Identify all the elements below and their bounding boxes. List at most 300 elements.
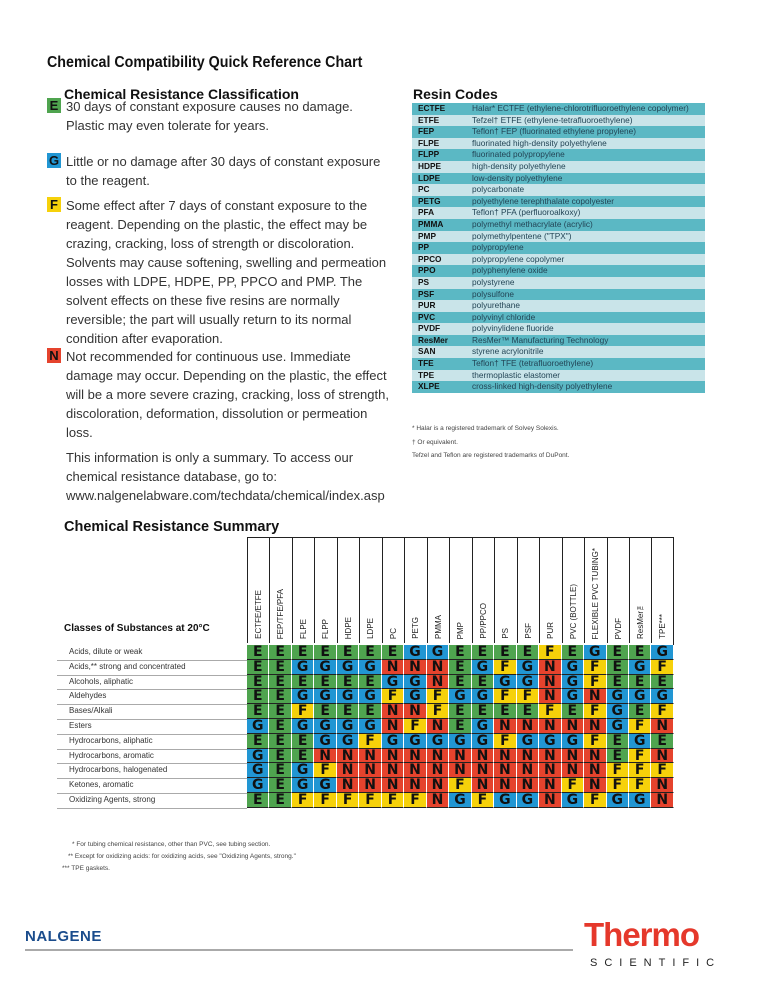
rating-cell-F: F [314, 793, 336, 808]
resin-description: fluorinated high-density polyethylene [472, 137, 607, 148]
rating-cell-N: N [382, 660, 404, 675]
resin-code: TFE [418, 358, 434, 369]
rating-cell-N: N [494, 719, 516, 734]
resin-code: PFA [418, 207, 435, 218]
resin-description: polyvinylidene fluoride [472, 323, 554, 334]
resin-code: HDPE [418, 160, 442, 171]
column-header-label: FLPP [321, 618, 331, 639]
rating-cell-E: E [247, 645, 269, 660]
resin-row [412, 231, 705, 243]
rating-cell-E: E [629, 704, 651, 719]
rating-cell-F: F [651, 763, 673, 778]
rating-cell-G: G [472, 660, 494, 675]
rating-cell-G: G [359, 689, 381, 704]
rating-cell-G: G [539, 734, 561, 749]
resin-description: cross-linked high-density polyethylene [472, 381, 613, 392]
rating-cell-E: E [269, 719, 291, 734]
footnote: ** Except for oxidizing acids: for oxidizing acids, see "Oxidizing Agents, strong." [68, 853, 296, 860]
resin-description: Halar* ECTFE (ethylene-chlorotrifluoroethylene copolymer) [472, 103, 689, 113]
rating-cell-G: G [517, 660, 539, 675]
summary-heading: Chemical Resistance Summary [64, 519, 280, 535]
rating-cell-N: N [359, 763, 381, 778]
rating-cell-E: E [651, 734, 673, 749]
rating-cell-E: E [269, 660, 291, 675]
rating-cell-G: G [607, 689, 629, 704]
rating-cell-F: F [629, 763, 651, 778]
resin-code: PETG [418, 195, 441, 206]
rating-cell-N: N [427, 675, 449, 690]
rating-cell-E: E [314, 704, 336, 719]
rating-cell-G: G [607, 704, 629, 719]
rating-cell-G: G [359, 660, 381, 675]
resin-description: polypropylene copolymer [472, 253, 565, 264]
rating-cell-N: N [382, 749, 404, 764]
classes-label: Classes of Substances at 20°C [64, 623, 210, 634]
column-header-label: PP/PPCO [478, 603, 488, 639]
rating-cell-N: N [517, 749, 539, 764]
resin-row [412, 289, 705, 301]
row-label-text: Esters [69, 721, 92, 730]
resin-description: polymethylpentene ("TPX") [472, 230, 572, 241]
rating-cell-F: F [607, 778, 629, 793]
column-header [607, 537, 631, 643]
rating-cell-N: N [404, 763, 426, 778]
rating-cell-N: N [539, 660, 561, 675]
resin-note: Tefzel and Teflon are registered trademarks of DuPont. [412, 452, 570, 459]
column-header [404, 537, 428, 643]
rating-cell-G: G [427, 645, 449, 660]
resin-code: PVC [418, 311, 436, 322]
resin-row [412, 138, 705, 150]
column-header [494, 537, 518, 643]
legend-text: Not recommended for continuous use. Immediate damage may occur. Depending on the plastic, the effect will be a more severe crazing, cracking, loss of strength, discoloration, deformation, dissolution or permeation loss. [66, 349, 389, 440]
rating-cell-G: G [607, 793, 629, 808]
rating-cell-G: G [404, 675, 426, 690]
rating-cell-E: E [247, 734, 269, 749]
column-header-label: FLPE [298, 618, 308, 639]
resin-row [412, 219, 705, 231]
legend-text: Little or no damage after 30 days of constant exposure to the reagent. [66, 154, 381, 188]
rating-cell-E: E [382, 645, 404, 660]
resin-code: FEP [418, 126, 435, 137]
rating-cell-F: F [629, 749, 651, 764]
rating-cell-E: E [449, 719, 471, 734]
rating-cell-N: N [517, 719, 539, 734]
rating-cell-E: E [247, 704, 269, 719]
rating-cell-N: N [562, 763, 584, 778]
rating-cell-F: F [382, 689, 404, 704]
resin-description: high-density polyethylene [472, 160, 566, 171]
rating-cell-F: F [584, 734, 606, 749]
rating-cell-E: E [314, 675, 336, 690]
rating-cell-F: F [292, 704, 314, 719]
rating-cell-F: F [404, 719, 426, 734]
rating-cell-E: E [449, 660, 471, 675]
resin-code: PS [418, 276, 430, 287]
column-header [517, 537, 541, 643]
rating-cell-G: G [292, 763, 314, 778]
column-header-label: ResMer™ [635, 601, 645, 639]
rating-cell-N: N [427, 719, 449, 734]
rating-cell-G: G [427, 734, 449, 749]
resin-description: fluorinated polypropylene [472, 149, 565, 160]
rating-cell-N: N [494, 763, 516, 778]
rating-cell-G: G [651, 689, 673, 704]
rating-cell-E: E [269, 675, 291, 690]
rating-cell-E: E [337, 675, 359, 690]
rating-cell-N: N [562, 749, 584, 764]
column-header-label: PMMA [433, 615, 443, 639]
column-header [382, 537, 406, 643]
rating-cell-N: N [472, 763, 494, 778]
rating-cell-G: G [517, 675, 539, 690]
footnote: *** TPE gaskets. [62, 865, 110, 872]
rating-cell-E: E [517, 645, 539, 660]
rating-cell-N: N [404, 660, 426, 675]
resin-description: polystyrene [472, 276, 515, 287]
rating-cell-N: N [382, 763, 404, 778]
rating-cell-E: E [494, 645, 516, 660]
column-header-label: FEP/TFE/PFA [276, 588, 286, 639]
resin-row [412, 370, 705, 382]
column-header [584, 537, 608, 643]
rating-cell-G: G [472, 719, 494, 734]
rating-cell-G: G [292, 660, 314, 675]
resin-code: PC [418, 184, 430, 195]
row-label-text: Aldehydes [69, 691, 107, 701]
rating-cell-N: N [427, 793, 449, 808]
rating-cell-G: G [651, 645, 673, 660]
rating-cell-G: G [292, 689, 314, 704]
rating-cell-G: G [337, 719, 359, 734]
badge-F: F [47, 197, 61, 212]
rating-cell-E: E [337, 704, 359, 719]
rating-cell-N: N [427, 778, 449, 793]
rating-cell-G: G [517, 793, 539, 808]
rating-cell-N: N [337, 763, 359, 778]
rating-cell-N: N [404, 704, 426, 719]
resin-row [412, 126, 705, 138]
rating-cell-F: F [584, 793, 606, 808]
resin-code: PUR [418, 300, 436, 311]
footer-divider [25, 949, 573, 951]
row-label [57, 793, 247, 809]
thermo-logo: Thermo [584, 916, 700, 953]
rating-cell-F: F [562, 778, 584, 793]
rating-cell-E: E [269, 645, 291, 660]
rating-cell-N: N [382, 704, 404, 719]
rating-cell-E: E [292, 734, 314, 749]
rating-cell-N: N [449, 749, 471, 764]
rating-cell-E: E [629, 645, 651, 660]
row-label [57, 749, 247, 765]
rating-cell-G: G [314, 660, 336, 675]
rating-cell-G: G [472, 734, 494, 749]
resin-code: FLPP [418, 149, 440, 160]
row-label [57, 734, 247, 750]
resin-code: PP [418, 242, 430, 253]
resin-description: polycarbonate [472, 184, 525, 195]
page-title: Chemical Compatibility Quick Reference Chart [47, 54, 363, 71]
resin-row [412, 265, 705, 277]
rating-cell-F: F [584, 704, 606, 719]
rating-cell-F: F [651, 704, 673, 719]
resin-code: PPCO [418, 253, 442, 264]
rating-cell-E: E [337, 645, 359, 660]
rating-cell-N: N [427, 660, 449, 675]
legend-item [47, 152, 392, 190]
rating-cell-E: E [247, 793, 269, 808]
rating-cell-N: N [517, 763, 539, 778]
rating-cell-G: G [404, 689, 426, 704]
rating-cell-E: E [607, 749, 629, 764]
rating-cell-N: N [651, 719, 673, 734]
resin-row [412, 312, 705, 324]
resin-code: PPO [418, 265, 436, 276]
column-header [427, 537, 451, 643]
rating-cell-F: F [337, 793, 359, 808]
rating-cell-G: G [247, 719, 269, 734]
rating-cell-E: E [472, 675, 494, 690]
rating-cell-G: G [449, 793, 471, 808]
resin-note: * Halar is a registered trademark of Solvey Solexis. [412, 425, 559, 432]
resin-note: † Or equivalent. [412, 439, 458, 446]
column-header [292, 537, 316, 643]
legend-item [47, 196, 392, 348]
rating-cell-N: N [539, 793, 561, 808]
rating-cell-N: N [539, 675, 561, 690]
summary-note: This information is only a summary. To access our chemical resistance database, go to: www.nalgenelabware.com/techdata/chemical/index.asp [66, 450, 385, 503]
rating-cell-F: F [607, 763, 629, 778]
rating-cell-G: G [314, 689, 336, 704]
rating-cell-E: E [359, 645, 381, 660]
rating-cell-G: G [562, 660, 584, 675]
resin-description: polymethyl methacrylate (acrylic) [472, 218, 593, 229]
rating-cell-N: N [404, 749, 426, 764]
rating-cell-N: N [651, 778, 673, 793]
row-label-text: Alcohols, aliphatic [69, 676, 134, 686]
rating-cell-E: E [359, 704, 381, 719]
rating-cell-G: G [314, 734, 336, 749]
rating-cell-E: E [472, 704, 494, 719]
column-header [359, 537, 383, 643]
resin-row [412, 335, 705, 347]
rating-cell-E: E [292, 749, 314, 764]
column-header [314, 537, 338, 643]
rating-cell-E: E [269, 763, 291, 778]
rating-cell-F: F [494, 689, 516, 704]
row-label [57, 660, 247, 676]
rating-cell-G: G [404, 645, 426, 660]
resin-row [412, 161, 705, 173]
rating-cell-N: N [584, 778, 606, 793]
row-label-text: Oxidizing Agents, strong [69, 795, 156, 804]
column-header [562, 537, 586, 643]
column-header-label: PMP [456, 621, 466, 639]
resin-description: thermoplastic elastomer [472, 369, 561, 380]
row-label [57, 645, 247, 661]
resin-row [412, 323, 705, 335]
rating-cell-E: E [292, 645, 314, 660]
rating-cell-E: E [247, 689, 269, 704]
resin-description: low-density polyethylene [472, 172, 563, 183]
rating-cell-G: G [629, 734, 651, 749]
rating-cell-N: N [517, 778, 539, 793]
row-label [57, 763, 247, 779]
rating-cell-E: E [449, 645, 471, 660]
rating-cell-N: N [539, 689, 561, 704]
row-label-text: Hydrocarbons, aliphatic [69, 735, 153, 745]
resin-row [412, 207, 705, 219]
resin-code: ETFE [418, 114, 440, 125]
resin-row [412, 381, 705, 393]
resin-description: Tefzel† ETFE (ethylene-tetrafluoroethylene) [472, 114, 633, 125]
resin-description: ResMer™ Manufacturing Technology [472, 334, 609, 345]
rating-cell-E: E [269, 704, 291, 719]
row-label-text: Hydrocarbons, halogenated [69, 765, 168, 775]
column-header [539, 537, 563, 643]
rating-cell-N: N [584, 719, 606, 734]
resin-code: PVDF [418, 323, 441, 334]
rating-cell-F: F [449, 778, 471, 793]
resin-row [412, 173, 705, 185]
resin-description: polyvinyl chloride [472, 311, 536, 322]
classification-heading: Chemical Resistance Classification [64, 86, 299, 102]
resin-row [412, 358, 705, 370]
rating-cell-F: F [404, 793, 426, 808]
rating-cell-G: G [584, 645, 606, 660]
resin-code: SAN [418, 346, 436, 357]
rating-cell-G: G [247, 763, 269, 778]
rating-cell-G: G [629, 793, 651, 808]
rating-cell-G: G [404, 734, 426, 749]
resin-row [412, 103, 705, 115]
rating-cell-F: F [494, 734, 516, 749]
row-label-text: Ketones, aromatic [69, 780, 134, 790]
column-header-label: PETG [411, 617, 421, 639]
rating-cell-E: E [629, 675, 651, 690]
rating-cell-F: F [517, 689, 539, 704]
column-header-label: PS [501, 628, 511, 639]
column-header [247, 537, 271, 643]
rating-cell-F: F [427, 689, 449, 704]
rating-cell-G: G [382, 675, 404, 690]
rating-cell-E: E [292, 675, 314, 690]
resin-code: XLPE [418, 381, 440, 392]
rating-cell-E: E [449, 675, 471, 690]
column-header [651, 537, 675, 643]
rating-cell-F: F [359, 734, 381, 749]
rating-cell-G: G [247, 778, 269, 793]
resin-codes-heading: Resin Codes [413, 86, 498, 102]
resin-row [412, 196, 705, 208]
rating-cell-G: G [337, 660, 359, 675]
rating-cell-E: E [517, 704, 539, 719]
rating-cell-F: F [494, 660, 516, 675]
rating-cell-E: E [269, 793, 291, 808]
rating-cell-N: N [539, 749, 561, 764]
rating-cell-G: G [314, 778, 336, 793]
resin-description: Teflon† PFA (perfluoroalkoxy) [472, 207, 581, 218]
rating-cell-N: N [427, 763, 449, 778]
rating-cell-G: G [494, 793, 516, 808]
rating-cell-N: N [337, 749, 359, 764]
rating-cell-G: G [629, 660, 651, 675]
resin-row [412, 115, 705, 127]
resin-row [412, 277, 705, 289]
column-header-label: PSF [523, 623, 533, 639]
rating-cell-F: F [629, 778, 651, 793]
rating-cell-G: G [472, 689, 494, 704]
rating-cell-N: N [651, 793, 673, 808]
resin-row [412, 184, 705, 196]
rating-cell-E: E [247, 675, 269, 690]
column-header-label: PUR [546, 622, 556, 639]
rating-cell-N: N [584, 689, 606, 704]
rating-cell-F: F [584, 675, 606, 690]
resin-code: ECTFE [418, 103, 446, 113]
rating-cell-G: G [382, 734, 404, 749]
rating-cell-F: F [472, 793, 494, 808]
rating-cell-N: N [494, 778, 516, 793]
rating-cell-E: E [562, 704, 584, 719]
row-label [57, 675, 247, 691]
resin-description: styrene acrylonitrile [472, 346, 544, 357]
resin-description: polyethylene terephthalate copolyester [472, 195, 615, 206]
rating-cell-E: E [359, 675, 381, 690]
rating-cell-G: G [494, 675, 516, 690]
row-label [57, 689, 247, 705]
rating-cell-E: E [607, 675, 629, 690]
rating-cell-N: N [427, 749, 449, 764]
rating-cell-G: G [449, 689, 471, 704]
legend-text: Some effect after 7 days of constant exposure to the reagent. Depending on the plastic, the effect may be crazing, cracking, loss of strength or discoloration. Solvents may cause softening, swelling and permeation losses with LDPE, HDPE, PP, PPCO and PMP. The solvent effects on these five resins are normally reversible; the part will usually return to its normal condition after evaporation. [66, 198, 387, 346]
resin-description: polyphenylene oxide [472, 265, 548, 276]
resin-row [412, 300, 705, 312]
rating-cell-F: F [539, 645, 561, 660]
resin-code: PSF [418, 288, 435, 299]
rating-cell-N: N [382, 719, 404, 734]
column-header-label: PVDF [613, 617, 623, 639]
rating-cell-G: G [517, 734, 539, 749]
rating-cell-E: E [651, 675, 673, 690]
resin-row [412, 254, 705, 266]
rating-cell-E: E [449, 704, 471, 719]
rating-cell-G: G [247, 749, 269, 764]
resin-description: polypropylene [472, 242, 524, 253]
resin-codes-table [412, 103, 705, 393]
rating-cell-E: E [269, 734, 291, 749]
row-label-text: Acids,** strong and concentrated [69, 661, 186, 671]
resin-description: Teflon† FEP (fluorinated ethylene propylene) [472, 126, 637, 137]
column-header-label: HDPE [343, 616, 353, 639]
rating-cell-N: N [494, 749, 516, 764]
legend-item [47, 347, 392, 442]
column-header [337, 537, 361, 643]
rating-cell-N: N [359, 749, 381, 764]
column-header-label: PC [388, 627, 398, 639]
rating-cell-G: G [607, 719, 629, 734]
rating-cell-G: G [562, 689, 584, 704]
column-header-label: FLEXIBLE PVC TUBING* [591, 547, 601, 639]
legend-item [47, 97, 392, 135]
rating-cell-E: E [607, 734, 629, 749]
rating-cell-G: G [359, 719, 381, 734]
badge-G: G [48, 153, 60, 168]
rating-cell-N: N [539, 763, 561, 778]
rating-cell-E: E [562, 645, 584, 660]
column-header-label: ECTFE/ETFE [254, 590, 263, 639]
